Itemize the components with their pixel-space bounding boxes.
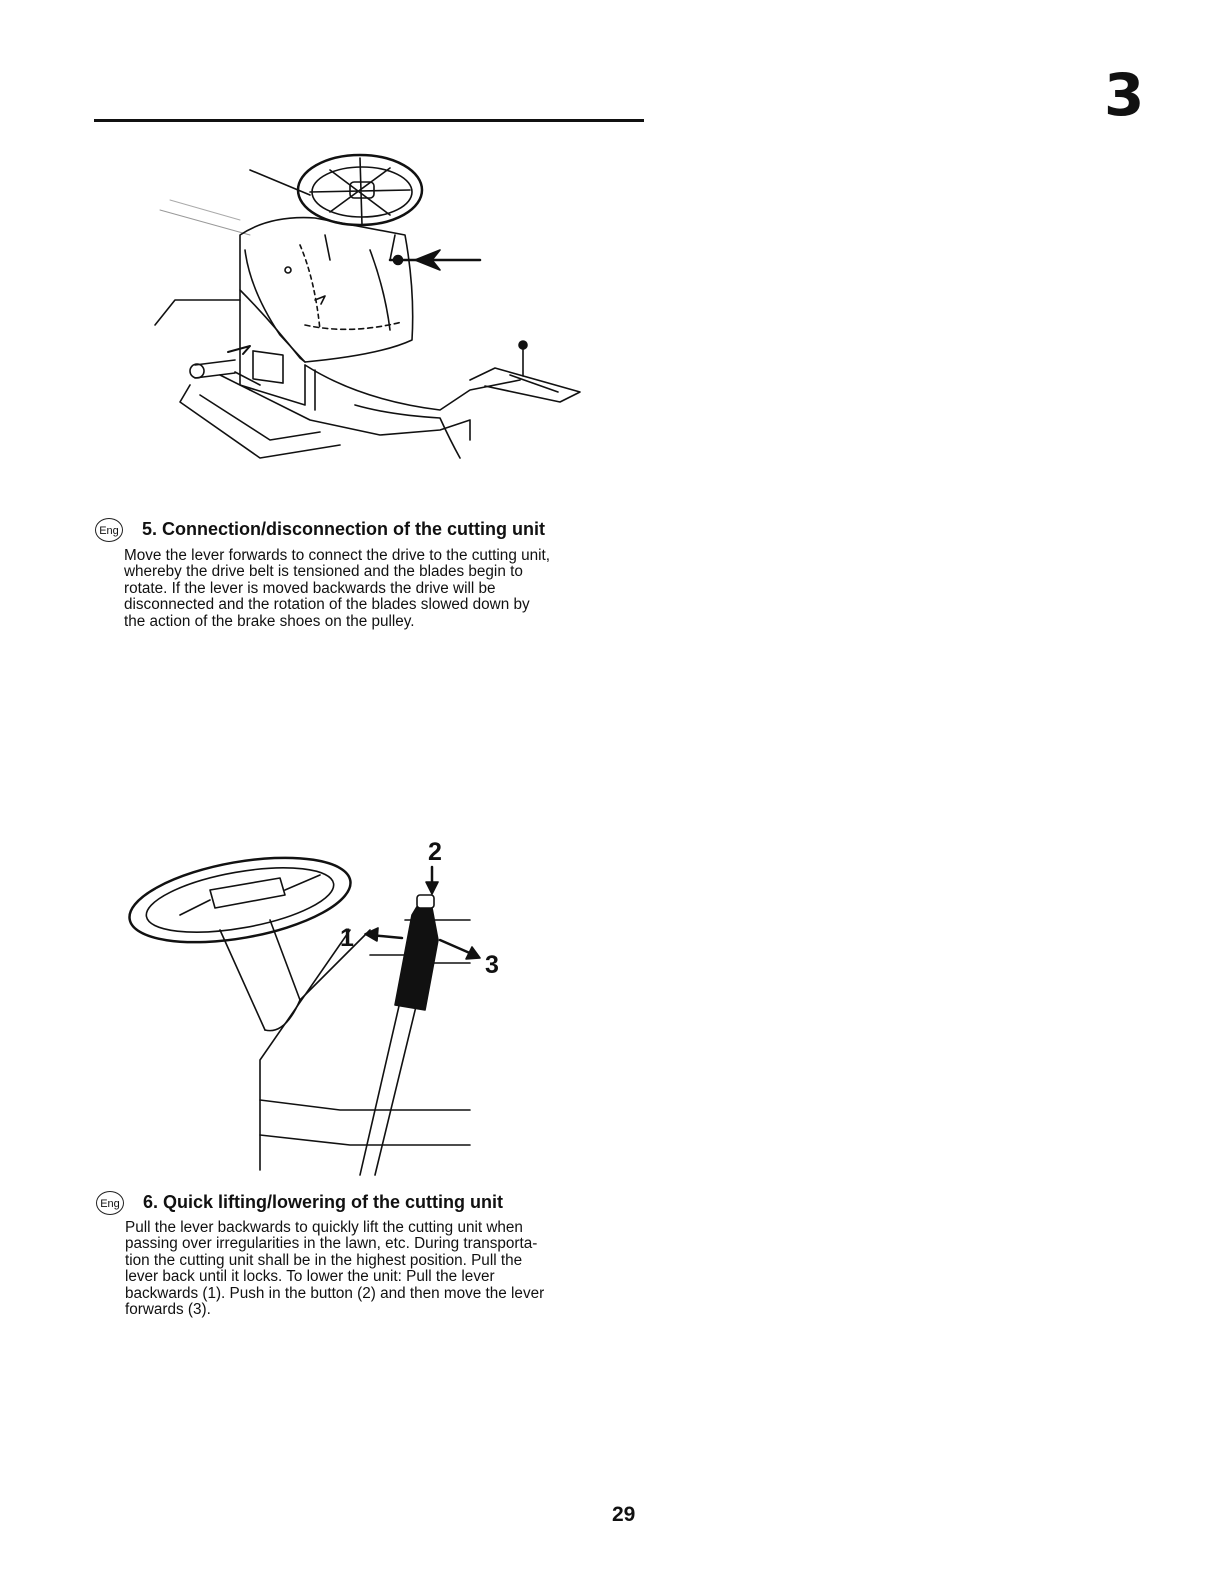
section-6-line: passing over irregularities in the lawn, etc. During transporta- [125, 1235, 538, 1253]
section-5-body [124, 548, 596, 630]
eng-language-badge: Eng [95, 518, 123, 542]
section-6-line: Pull the lever backwards to quickly lift the cutting unit when [125, 1219, 523, 1236]
page-number: 29 [612, 1503, 636, 1526]
section-6-body [125, 1220, 599, 1318]
figure-label-1: 1 [340, 924, 354, 952]
section-6-line: tion the cutting unit shall be in the highest position. Pull the [125, 1251, 523, 1269]
section-6-line: lever back until it locks. To lower the unit: Pull the lever [125, 1268, 495, 1286]
section-5-line: rotate. If the lever is moved backwards the drive will be [124, 579, 496, 597]
chapter-number: 3 [1104, 61, 1145, 129]
figure-cutting-unit-lever [140, 140, 600, 480]
section-6-line: backwards (1). Push in the button (2) and then move the lever [125, 1284, 545, 1302]
section-5-line: disconnected and the rotation of the blades slowed down by [124, 596, 530, 614]
section-5-heading: 5. Connection/disconnection of the cutting unit [142, 519, 545, 539]
eng-language-badge: Eng [96, 1191, 124, 1215]
header-rule [94, 119, 644, 122]
section-5-line: the action of the brake shoes on the pulley. [124, 612, 415, 630]
section-6-line: forwards (3). [125, 1301, 211, 1319]
section-6-heading: 6. Quick lifting/lowering of the cutting unit [143, 1192, 503, 1212]
section-5-line: whereby the drive belt is tensioned and the blades begin to [124, 563, 523, 581]
figure-label-3: 3 [485, 951, 499, 979]
figure-label-2: 2 [428, 838, 442, 866]
section-5-line: Move the lever forwards to connect the drive to the cutting unit, [124, 547, 550, 564]
figure-lifting-lever [120, 830, 540, 1180]
